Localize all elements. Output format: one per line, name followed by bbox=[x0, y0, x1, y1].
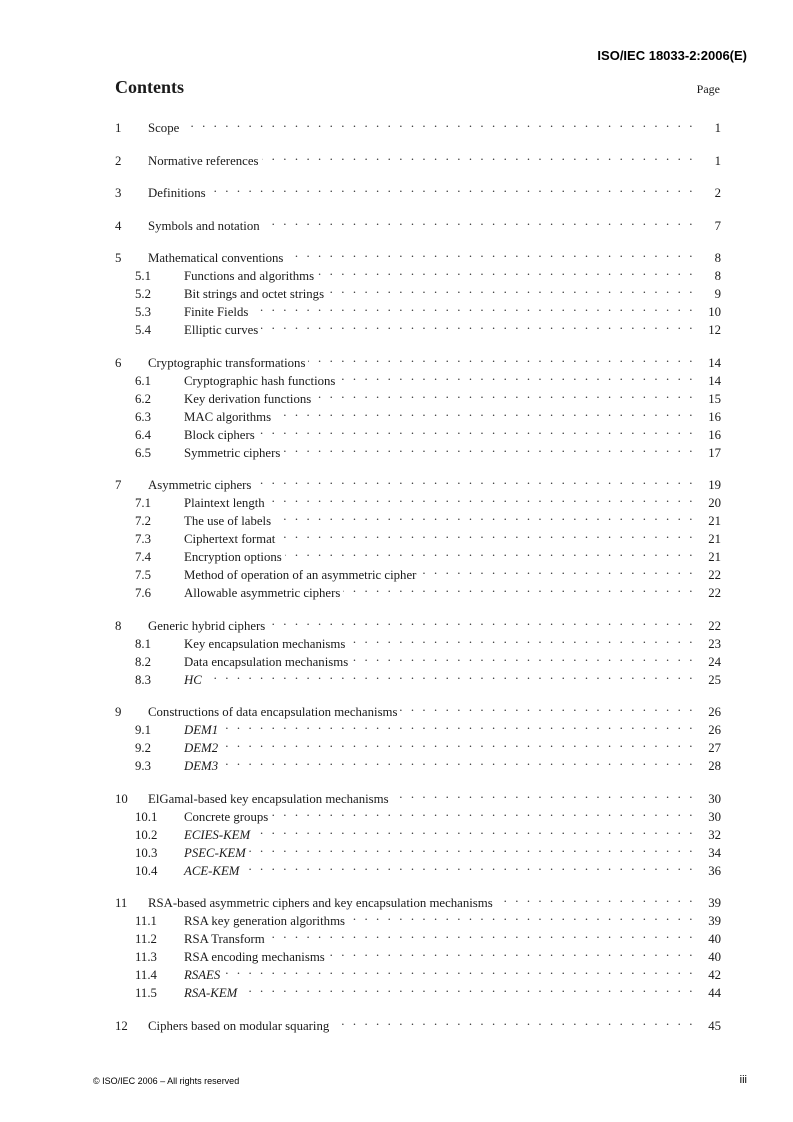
toc-entry-page: 16 bbox=[708, 427, 721, 442]
toc-entry-title: Symbols and notation bbox=[148, 218, 260, 233]
toc-entry-number: 9.2 bbox=[135, 741, 151, 755]
toc-entry-title: Normative references bbox=[148, 153, 259, 168]
dot-leader bbox=[343, 579, 695, 597]
toc-entry-page: 22 bbox=[708, 568, 721, 582]
toc-entry-number: 10.4 bbox=[135, 863, 158, 878]
toc-entry-title: MAC algorithms bbox=[184, 409, 272, 424]
toc-entry-title: Scope bbox=[148, 121, 180, 135]
toc-entry-number: 7.4 bbox=[135, 550, 151, 564]
toc-entry-title: Plaintext length bbox=[184, 496, 265, 510]
toc-entry-title: Bit strings and octet strings bbox=[184, 287, 325, 301]
toc-entry-title: ElGamal-based key encapsulation mechanisms bbox=[148, 791, 389, 806]
toc-entry-page: 1 bbox=[714, 153, 721, 168]
page-title: Contents bbox=[115, 77, 185, 97]
toc-entry-number: 11 bbox=[115, 896, 128, 910]
toc-entry-page: 8 bbox=[714, 269, 721, 283]
toc-entry-page: 25 bbox=[708, 672, 721, 687]
toc-entry-page: 14 bbox=[708, 373, 721, 388]
toc-entry-number: 1 bbox=[115, 121, 122, 135]
toc-entry-page: 40 bbox=[708, 950, 721, 964]
toc-section bbox=[115, 114, 721, 135]
toc-section bbox=[115, 212, 721, 233]
toc-entry-page: 22 bbox=[708, 586, 721, 600]
toc-entry-page: 9 bbox=[714, 287, 721, 301]
toc-entry-page: 27 bbox=[708, 741, 721, 755]
dot-leader bbox=[221, 734, 695, 752]
toc-entry-number: 8.2 bbox=[135, 654, 151, 669]
toc-entry-title: DEM3 bbox=[184, 759, 219, 773]
dot-leader bbox=[242, 857, 695, 875]
toc-section-entry[interactable] bbox=[115, 1012, 721, 1033]
toc-entry-page: 44 bbox=[708, 986, 721, 1000]
toc-entry-page: 39 bbox=[708, 896, 721, 910]
dot-leader bbox=[285, 543, 695, 561]
dot-leader bbox=[254, 471, 695, 489]
toc-entry-title: Key derivation functions bbox=[184, 391, 312, 406]
dot-leader bbox=[278, 525, 695, 543]
toc-entry-page: 1 bbox=[714, 121, 721, 135]
toc-section bbox=[115, 785, 721, 878]
toc-section-entry[interactable] bbox=[115, 698, 721, 719]
dot-leader bbox=[348, 630, 695, 648]
toc-entry-number: 6.1 bbox=[135, 373, 151, 388]
toc-entry-number: 9.3 bbox=[135, 759, 151, 773]
toc-entry-title: Generic hybrid ciphers bbox=[148, 618, 266, 633]
toc-entry-number: 8.3 bbox=[135, 672, 151, 687]
toc-entry-title: Allowable asymmetric ciphers bbox=[184, 586, 341, 600]
toc-entry-number: 7.6 bbox=[135, 586, 151, 600]
toc-section bbox=[115, 244, 721, 337]
dot-leader bbox=[351, 648, 695, 666]
toc-entry-title: RSA Transform bbox=[184, 932, 265, 946]
toc-entry-number: 12 bbox=[115, 1018, 128, 1033]
toc-entry-title: Definitions bbox=[148, 186, 206, 200]
dot-leader bbox=[332, 1012, 695, 1030]
toc-entry-number: 7 bbox=[115, 478, 122, 492]
dot-leader bbox=[261, 316, 695, 334]
toc-entry-number: 10.3 bbox=[135, 845, 158, 860]
toc-entry-number: 9 bbox=[115, 705, 122, 719]
toc-section-entry[interactable] bbox=[115, 147, 721, 168]
toc-entry-page: 20 bbox=[708, 496, 721, 510]
toc-section bbox=[115, 471, 721, 600]
dot-leader bbox=[251, 298, 695, 316]
toc-entry-page: 30 bbox=[708, 791, 721, 806]
toc-section-entry[interactable] bbox=[115, 612, 721, 633]
dot-leader bbox=[328, 943, 695, 961]
toc-entry-page: 22 bbox=[708, 618, 721, 633]
dot-leader bbox=[496, 889, 695, 907]
toc-entry-number: 6.4 bbox=[135, 427, 151, 442]
toc-entry-page: 42 bbox=[708, 968, 721, 982]
toc-section-entry[interactable] bbox=[115, 349, 721, 370]
toc-section-entry[interactable] bbox=[115, 244, 721, 265]
dot-leader bbox=[283, 439, 695, 457]
toc-entry-number: 10.1 bbox=[135, 809, 158, 824]
toc-section bbox=[115, 147, 721, 168]
toc-entry-page: 16 bbox=[708, 409, 721, 424]
toc-entry-page: 21 bbox=[708, 532, 721, 546]
toc-entry-number: 8 bbox=[115, 618, 122, 633]
toc-entry-title: Functions and algorithms bbox=[184, 269, 315, 283]
toc-entry-title: DEM1 bbox=[184, 723, 219, 737]
toc-entry-number: 7.2 bbox=[135, 514, 151, 528]
toc-entry-title: Finite Fields bbox=[184, 305, 249, 319]
toc-entry-title: HC bbox=[184, 672, 202, 687]
dot-leader bbox=[268, 489, 695, 507]
toc-entry-title: Ciphers based on modular squaring bbox=[148, 1018, 330, 1033]
toc-entry-number: 11.3 bbox=[135, 950, 157, 964]
toc-section-entry[interactable] bbox=[115, 179, 721, 200]
toc-entry-title: ECIES-KEM bbox=[184, 827, 251, 842]
toc-entry-number: 5.3 bbox=[135, 305, 151, 319]
toc-entry-title: Ciphertext format bbox=[184, 532, 276, 546]
toc-entry-page: 28 bbox=[708, 759, 721, 773]
toc-entry-title: Symmetric ciphers bbox=[184, 445, 281, 460]
toc-entry-title: PSEC-KEM bbox=[184, 845, 246, 860]
toc-entry-page: 39 bbox=[708, 914, 721, 928]
toc-entry-title: Key encapsulation mechanisms bbox=[184, 636, 346, 651]
toc-section-entry[interactable] bbox=[115, 212, 721, 233]
toc-entry-title: RSA key generation algorithms bbox=[184, 914, 346, 928]
toc-entry-number: 10 bbox=[115, 791, 128, 806]
toc-entry-number: 6.5 bbox=[135, 445, 151, 460]
toc-entry-title: ACE-KEM bbox=[184, 863, 240, 878]
toc-entry-title: Method of operation of an asymmetric cipher bbox=[184, 568, 417, 582]
dot-leader bbox=[308, 349, 695, 367]
dot-leader bbox=[392, 785, 695, 803]
dot-leader bbox=[419, 561, 695, 579]
dot-leader bbox=[263, 212, 695, 230]
dot-leader bbox=[268, 925, 695, 943]
toc-entry-title: Constructions of data encapsulation mechanisms bbox=[148, 705, 398, 719]
toc-entry-page: 36 bbox=[708, 863, 721, 878]
dot-leader bbox=[327, 280, 695, 298]
toc-entry-number: 7.3 bbox=[135, 532, 151, 546]
toc-section bbox=[115, 698, 721, 773]
toc-entry-page: 34 bbox=[708, 845, 721, 860]
dot-leader bbox=[253, 821, 695, 839]
dot-leader bbox=[258, 421, 695, 439]
toc-entry-page: 26 bbox=[708, 723, 721, 737]
toc-subsection-entry[interactable] bbox=[115, 666, 721, 687]
toc-entry-title: DEM2 bbox=[184, 741, 219, 755]
toc-entry-number: 4 bbox=[115, 218, 122, 233]
toc-entry-page: 32 bbox=[708, 827, 721, 842]
toc-entry-number: 6.3 bbox=[135, 409, 151, 424]
toc-entry-number: 3 bbox=[115, 186, 122, 200]
toc-entry-number: 6.2 bbox=[135, 391, 151, 406]
toc-entry-number: 2 bbox=[115, 153, 122, 168]
toc-entry-page: 7 bbox=[714, 218, 721, 233]
toc-entry-title: Cryptographic hash functions bbox=[184, 373, 336, 388]
toc-entry-number: 5.4 bbox=[135, 323, 151, 337]
toc-section-entry[interactable] bbox=[115, 889, 721, 910]
dot-leader bbox=[274, 403, 695, 421]
dot-leader bbox=[249, 839, 695, 857]
toc-entry-title: Encryption options bbox=[184, 550, 282, 564]
toc-entry-page: 17 bbox=[708, 445, 721, 460]
toc-entry-page: 45 bbox=[708, 1018, 721, 1033]
dot-leader bbox=[223, 961, 695, 979]
toc-entry-number: 7.5 bbox=[135, 568, 151, 582]
toc-entry-title: The use of labels bbox=[184, 514, 272, 528]
toc-entry-title: Cryptographic transformations bbox=[148, 355, 306, 370]
toc-entry-title: Block ciphers bbox=[184, 427, 255, 442]
toc-entry-page: 15 bbox=[708, 391, 721, 406]
dot-leader bbox=[286, 244, 695, 262]
page-number: iii bbox=[739, 1074, 747, 1086]
toc-entry-page: 12 bbox=[708, 323, 721, 337]
toc-entry-page: 10 bbox=[708, 305, 721, 319]
dot-leader bbox=[314, 385, 695, 403]
dot-leader bbox=[348, 907, 695, 925]
toc-entry-title: Asymmetric ciphers bbox=[148, 478, 252, 492]
toc-section-entry[interactable] bbox=[115, 471, 721, 492]
toc-section-entry[interactable] bbox=[115, 114, 721, 135]
toc-entry-page: 21 bbox=[708, 550, 721, 564]
toc-entry-title: Concrete groups bbox=[184, 809, 269, 824]
dot-leader bbox=[221, 752, 695, 770]
toc-entry-number: 5 bbox=[115, 251, 122, 265]
toc-entry-number: 11.1 bbox=[135, 914, 157, 928]
dot-leader bbox=[268, 612, 695, 630]
dot-leader bbox=[400, 698, 695, 716]
dot-leader bbox=[271, 803, 695, 821]
toc-section bbox=[115, 1012, 721, 1033]
toc-section bbox=[115, 179, 721, 200]
dot-leader bbox=[205, 666, 695, 684]
toc-entry-title: RSAES bbox=[184, 968, 221, 982]
toc-entry-number: 10.2 bbox=[135, 827, 158, 842]
toc-entry-title: Data encapsulation mechanisms bbox=[184, 654, 349, 669]
dot-leader bbox=[209, 179, 695, 197]
toc-entry-page: 26 bbox=[708, 705, 721, 719]
table-of-contents bbox=[115, 114, 721, 1044]
dot-leader bbox=[317, 262, 695, 280]
toc-entry-number: 9.1 bbox=[135, 723, 151, 737]
toc-entry-page: 30 bbox=[708, 809, 721, 824]
toc-section bbox=[115, 349, 721, 460]
toc-entry-page: 23 bbox=[708, 636, 721, 651]
dot-leader bbox=[338, 367, 695, 385]
toc-entry-number: 5.2 bbox=[135, 287, 151, 301]
toc-entry-title: RSA-based asymmetric ciphers and key encapsulation mechanisms bbox=[148, 896, 493, 910]
toc-entry-page: 24 bbox=[708, 654, 721, 669]
toc-section bbox=[115, 889, 721, 1000]
toc-entry-number: 11.5 bbox=[135, 986, 157, 1000]
copyright-notice: © ISO/IEC 2006 – All rights reserved bbox=[93, 1076, 240, 1086]
toc-entry-number: 11.4 bbox=[135, 968, 157, 982]
toc-entry-title: RSA encoding mechanisms bbox=[184, 950, 325, 964]
toc-entry-title: RSA-KEM bbox=[184, 986, 238, 1000]
toc-entry-page: 21 bbox=[708, 514, 721, 528]
toc-section bbox=[115, 612, 721, 687]
toc-entry-page: 40 bbox=[708, 932, 721, 946]
toc-entry-title: Mathematical conventions bbox=[148, 251, 284, 265]
dot-leader bbox=[240, 979, 695, 997]
toc-entry-page: 8 bbox=[714, 251, 721, 265]
dot-leader bbox=[182, 114, 695, 132]
toc-entry-page: 2 bbox=[714, 186, 721, 200]
page-column-label: Page bbox=[696, 82, 720, 96]
document-id: ISO/IEC 18033-2:2006(E) bbox=[597, 48, 747, 63]
toc-entry-number: 6 bbox=[115, 355, 122, 370]
toc-entry-number: 11.2 bbox=[135, 932, 157, 946]
toc-entry-number: 8.1 bbox=[135, 636, 151, 651]
toc-entry-number: 5.1 bbox=[135, 269, 151, 283]
toc-entry-page: 19 bbox=[708, 478, 721, 492]
dot-leader bbox=[262, 147, 696, 165]
dot-leader bbox=[221, 716, 695, 734]
toc-entry-page: 14 bbox=[708, 355, 721, 370]
toc-section-entry[interactable] bbox=[115, 785, 721, 806]
toc-entry-number: 7.1 bbox=[135, 496, 151, 510]
toc-entry-title: Elliptic curves bbox=[184, 323, 259, 337]
dot-leader bbox=[274, 507, 695, 525]
